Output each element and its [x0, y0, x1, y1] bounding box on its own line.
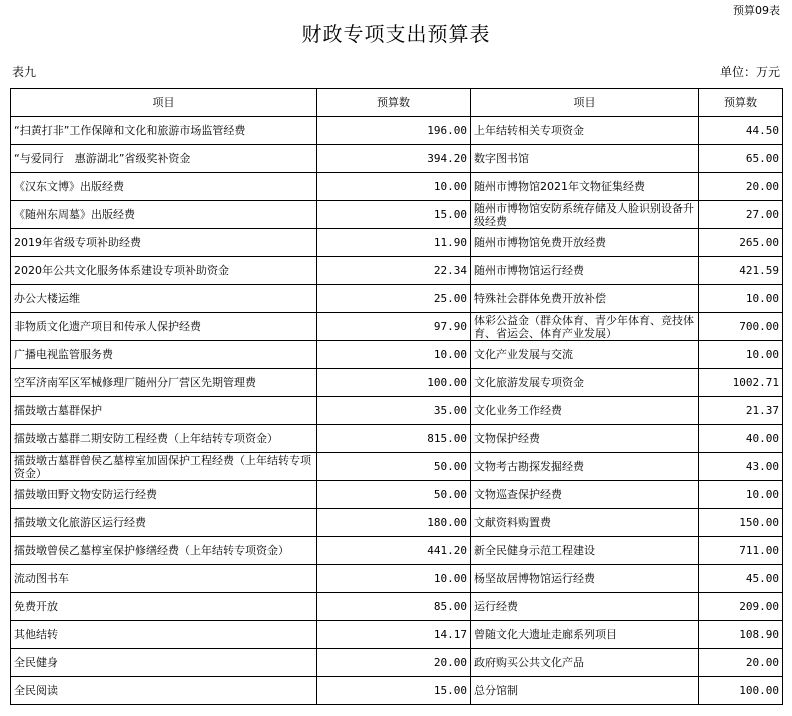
right-amount-cell: 1002.71 [699, 369, 783, 397]
left-amount-cell: 11.90 [317, 229, 471, 257]
right-item-cell: 曾随文化大遗址走廊系列项目 [471, 621, 699, 649]
table-row [11, 117, 783, 145]
right-amount-cell: 40.00 [699, 425, 783, 453]
right-item-cell: 文化旅游发展专项资金 [471, 369, 699, 397]
table-row [11, 453, 783, 481]
right-amount-cell: 10.00 [699, 481, 783, 509]
table-row [11, 425, 783, 453]
table-row [11, 285, 783, 313]
left-amount-cell: 441.20 [317, 537, 471, 565]
table-row [11, 649, 783, 677]
left-item-cell: 办公大楼运维 [11, 285, 317, 313]
left-amount-cell: 394.20 [317, 145, 471, 173]
left-amount-cell: 97.90 [317, 313, 471, 341]
left-amount-cell: 10.00 [317, 565, 471, 593]
right-item-cell: 文化产业发展与交流 [471, 341, 699, 369]
right-amount-cell: 45.00 [699, 565, 783, 593]
left-item-cell: “与爱同行 惠游湖北”省级奖补资金 [11, 145, 317, 173]
left-item-cell: 2019年省级专项补助经费 [11, 229, 317, 257]
left-amount-cell: 22.34 [317, 257, 471, 285]
table-row [11, 313, 783, 341]
right-item-cell: 随州市博物馆2021年文物征集经费 [471, 173, 699, 201]
table-row [11, 341, 783, 369]
right-item-cell: 政府购买公共文化产品 [471, 649, 699, 677]
left-item-cell: 免费开放 [11, 593, 317, 621]
table-row [11, 565, 783, 593]
left-amount-cell: 85.00 [317, 593, 471, 621]
right-amount-cell: 209.00 [699, 593, 783, 621]
table-row [11, 621, 783, 649]
left-amount-cell: 815.00 [317, 425, 471, 453]
left-item-cell: 全民健身 [11, 649, 317, 677]
right-amount-cell: 27.00 [699, 201, 783, 229]
right-item-cell: 杨坚故居博物馆运行经费 [471, 565, 699, 593]
right-amount-cell: 10.00 [699, 285, 783, 313]
table-row [11, 229, 783, 257]
right-item-cell: 随州市博物馆运行经费 [471, 257, 699, 285]
left-amount-cell: 15.00 [317, 201, 471, 229]
left-item-cell: 非物质文化遗产项目和传承人保护经费 [11, 313, 317, 341]
right-amount-cell: 20.00 [699, 649, 783, 677]
page-title: 财政专项支出预算表 [301, 22, 491, 46]
right-amount-cell: 10.00 [699, 341, 783, 369]
left-item-cell: “扫黄打非”工作保障和文化和旅游市场监管经费 [11, 117, 317, 145]
left-amount-cell: 15.00 [317, 677, 471, 705]
right-item-cell: 数字图书馆 [471, 145, 699, 173]
left-amount-cell: 50.00 [317, 481, 471, 509]
left-amount-cell: 25.00 [317, 285, 471, 313]
table-row [11, 397, 783, 425]
right-item-cell: 文献资料购置费 [471, 509, 699, 537]
right-amount-cell: 43.00 [699, 453, 783, 481]
right-amount-cell: 150.00 [699, 509, 783, 537]
right-amount-cell: 100.00 [699, 677, 783, 705]
table-row [11, 537, 783, 565]
table-row [11, 677, 783, 705]
header-right-amount: 预算数 [699, 89, 783, 117]
right-item-cell: 体彩公益金（群众体育、青少年体育、竞技体育、省运会、体育产业发展） [471, 313, 699, 341]
budget-table [10, 88, 783, 705]
left-amount-cell: 10.00 [317, 341, 471, 369]
right-item-cell: 上年结转相关专项资金 [471, 117, 699, 145]
right-item-cell: 运行经费 [471, 593, 699, 621]
left-item-cell: 擂鼓墩曾侯乙墓椁室保护修缮经费（上年结转专项资金） [11, 537, 317, 565]
right-item-cell: 总分馆制 [471, 677, 699, 705]
left-item-cell: 流动图书车 [11, 565, 317, 593]
left-amount-cell: 196.00 [317, 117, 471, 145]
left-item-cell: 擂鼓墩文化旅游区运行经费 [11, 509, 317, 537]
left-item-cell: 《随州东周墓》出版经费 [11, 201, 317, 229]
header-right-item: 项目 [471, 89, 699, 117]
table-row [11, 201, 783, 229]
right-amount-cell: 21.37 [699, 397, 783, 425]
left-amount-cell: 10.00 [317, 173, 471, 201]
table-row [11, 509, 783, 537]
header-left-item: 项目 [11, 89, 317, 117]
right-item-cell: 文物保护经费 [471, 425, 699, 453]
table-row [11, 481, 783, 509]
table-row [11, 593, 783, 621]
left-item-cell: 2020年公共文化服务体系建设专项补助资金 [11, 257, 317, 285]
left-item-cell: 空军济南军区军械修理厂随州分厂营区先期管理费 [11, 369, 317, 397]
left-item-cell: 擂鼓墩田野文物安防运行经费 [11, 481, 317, 509]
left-amount-cell: 180.00 [317, 509, 471, 537]
right-amount-cell: 711.00 [699, 537, 783, 565]
right-item-cell: 特殊社会群体免费开放补偿 [471, 285, 699, 313]
right-item-cell: 文物巡查保护经费 [471, 481, 699, 509]
right-amount-cell: 65.00 [699, 145, 783, 173]
table-row [11, 145, 783, 173]
table-row [11, 257, 783, 285]
right-amount-cell: 421.59 [699, 257, 783, 285]
right-item-cell: 新全民健身示范工程建设 [471, 537, 699, 565]
right-item-cell: 文化业务工作经费 [471, 397, 699, 425]
left-item-cell: 擂鼓墩古墓群二期安防工程经费（上年结转专项资金） [11, 425, 317, 453]
left-amount-cell: 35.00 [317, 397, 471, 425]
right-item-cell: 随州市博物馆免费开放经费 [471, 229, 699, 257]
right-amount-cell: 44.50 [699, 117, 783, 145]
unit-label: 单位：万元 [719, 65, 780, 79]
left-amount-cell: 100.00 [317, 369, 471, 397]
left-amount-cell: 14.17 [317, 621, 471, 649]
right-amount-cell: 20.00 [699, 173, 783, 201]
left-amount-cell: 20.00 [317, 649, 471, 677]
left-item-cell: 广播电视监管服务费 [11, 341, 317, 369]
right-amount-cell: 700.00 [699, 313, 783, 341]
table-row [11, 369, 783, 397]
form-number-label: 预算09表 [733, 4, 780, 17]
left-item-cell: 全民阅读 [11, 677, 317, 705]
table-header-row [11, 89, 783, 117]
left-item-cell: 其他结转 [11, 621, 317, 649]
left-item-cell: 擂鼓墩古墓群保护 [11, 397, 317, 425]
table-row [11, 173, 783, 201]
right-item-cell: 随州市博物馆安防系统存储及人脸识别设备升级经费 [471, 201, 699, 229]
right-item-cell: 文物考古勘探发掘经费 [471, 453, 699, 481]
right-amount-cell: 265.00 [699, 229, 783, 257]
left-item-cell: 擂鼓墩古墓群曾侯乙墓椁室加固保护工程经费（上年结转专项资金） [11, 453, 317, 481]
left-amount-cell: 50.00 [317, 453, 471, 481]
table-number-label: 表九 [12, 65, 37, 79]
left-item-cell: 《汉东文博》出版经费 [11, 173, 317, 201]
right-amount-cell: 108.90 [699, 621, 783, 649]
header-left-amount: 预算数 [317, 89, 471, 117]
